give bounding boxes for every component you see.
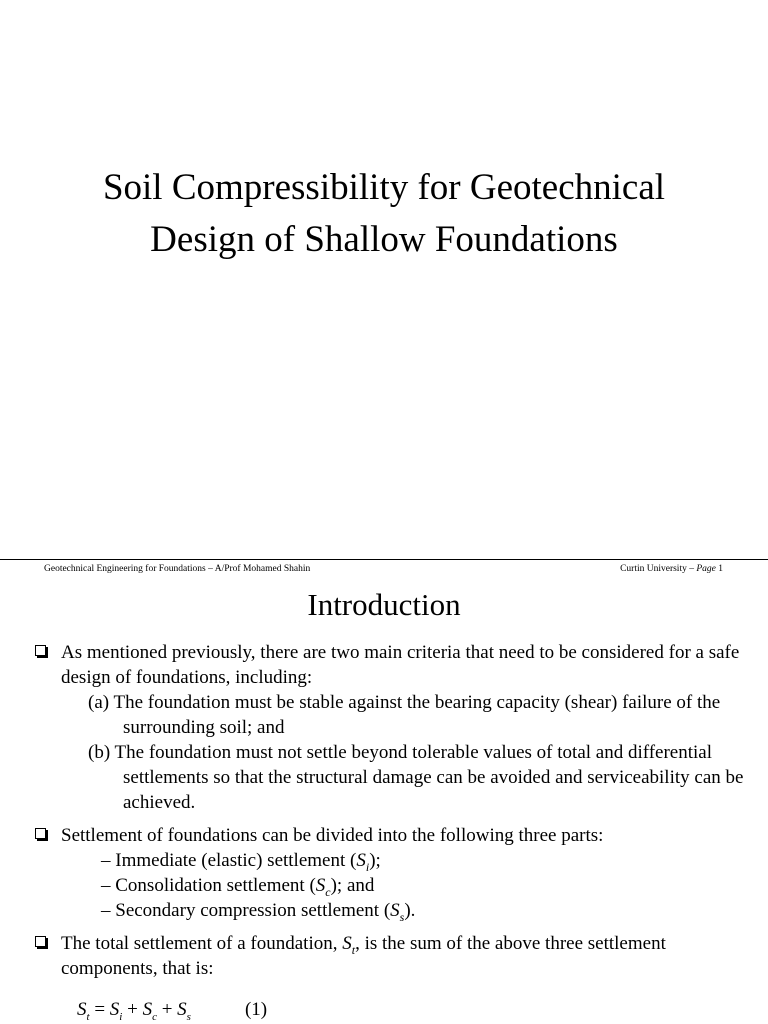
item-text: ); and	[330, 875, 375, 896]
symbol-subscript: c	[325, 884, 331, 899]
list-item-a: (a) The foundation must be stable against the bearing capacity (shear) failure of the surrounding soil; and	[88, 692, 721, 738]
slide1-title	[0, 162, 768, 266]
bullet-text: As mentioned previously, there are two main criteria that need to be considered for a safe design of foundations, including:	[61, 642, 740, 688]
symbol-subscript: s	[399, 909, 405, 924]
list-item-consolidation	[61, 873, 754, 898]
bullet-text-part: The total settlement of a foundation,	[61, 933, 343, 954]
symbol: S	[390, 900, 400, 921]
symbol-subscript: t	[351, 942, 356, 957]
formula-operator: +	[156, 999, 178, 1020]
footer-university: Curtin University	[620, 564, 687, 574]
bullet-text: Settlement of foundations can be divided into the following three parts:	[61, 825, 604, 846]
footer-page-number: 1	[718, 564, 723, 574]
footer-dash: –	[205, 564, 215, 574]
formula-subscript: s	[186, 1010, 191, 1023]
slide2-title: Introduction	[307, 587, 461, 622]
formula-term: S	[109, 999, 120, 1020]
formula-operator: +	[122, 999, 143, 1020]
equation-total-settlement	[34, 997, 754, 1022]
symbol-subscript: i	[365, 859, 370, 874]
footer-author: A/Prof Mohamed Shahin	[214, 564, 311, 574]
footer-left	[44, 563, 310, 575]
bullet-text-part: , is the sum of the above three settlement components, that is:	[61, 933, 666, 979]
bullet-criteria	[34, 640, 754, 815]
list-item-immediate	[61, 848, 754, 873]
item-text: – Consolidation settlement (	[101, 875, 316, 896]
item-text: );	[369, 850, 381, 871]
checkbox-bullet-icon	[35, 645, 46, 656]
list-item-secondary	[61, 898, 754, 923]
slide2-content	[34, 640, 754, 1022]
slide1-title-line2: Design of Shallow Foundations	[150, 219, 618, 260]
list-item-b: (b) The foundation must not settle beyond tolerable values of total and differential settlements so that the structural damage can be avoided and serviceability can be achieved.	[88, 742, 744, 813]
footer-course: Geotechnical Engineering for Foundations	[44, 564, 206, 574]
symbol: S	[342, 933, 352, 954]
page-divider	[0, 559, 768, 560]
formula-term: S	[142, 999, 153, 1020]
checkbox-bullet-icon	[35, 936, 46, 947]
symbol: S	[356, 850, 366, 871]
equation-number: (1)	[244, 999, 268, 1020]
slide1-title-line1: Soil Compressibility for Geotechnical	[102, 167, 666, 208]
item-text: ).	[404, 900, 416, 921]
formula-subscript: i	[119, 1010, 123, 1023]
formula-subscript: t	[86, 1010, 90, 1023]
formula-term: S	[77, 999, 87, 1020]
formula-subscript: c	[152, 1010, 157, 1023]
formula-term: S	[177, 999, 187, 1020]
sub-list	[61, 690, 754, 815]
item-text: – Immediate (elastic) settlement (	[101, 850, 357, 871]
bullet-total-settlement	[34, 931, 754, 981]
footer-right	[620, 563, 723, 575]
footer-page-label: Page	[696, 564, 716, 574]
symbol: S	[315, 875, 326, 896]
footer-dash: –	[686, 564, 697, 574]
formula-operator: =	[89, 999, 110, 1020]
item-text: – Secondary compression settlement (	[101, 900, 391, 921]
checkbox-bullet-icon	[35, 828, 46, 839]
bullet-settlement-parts	[34, 823, 754, 923]
bullet-text	[61, 931, 754, 981]
